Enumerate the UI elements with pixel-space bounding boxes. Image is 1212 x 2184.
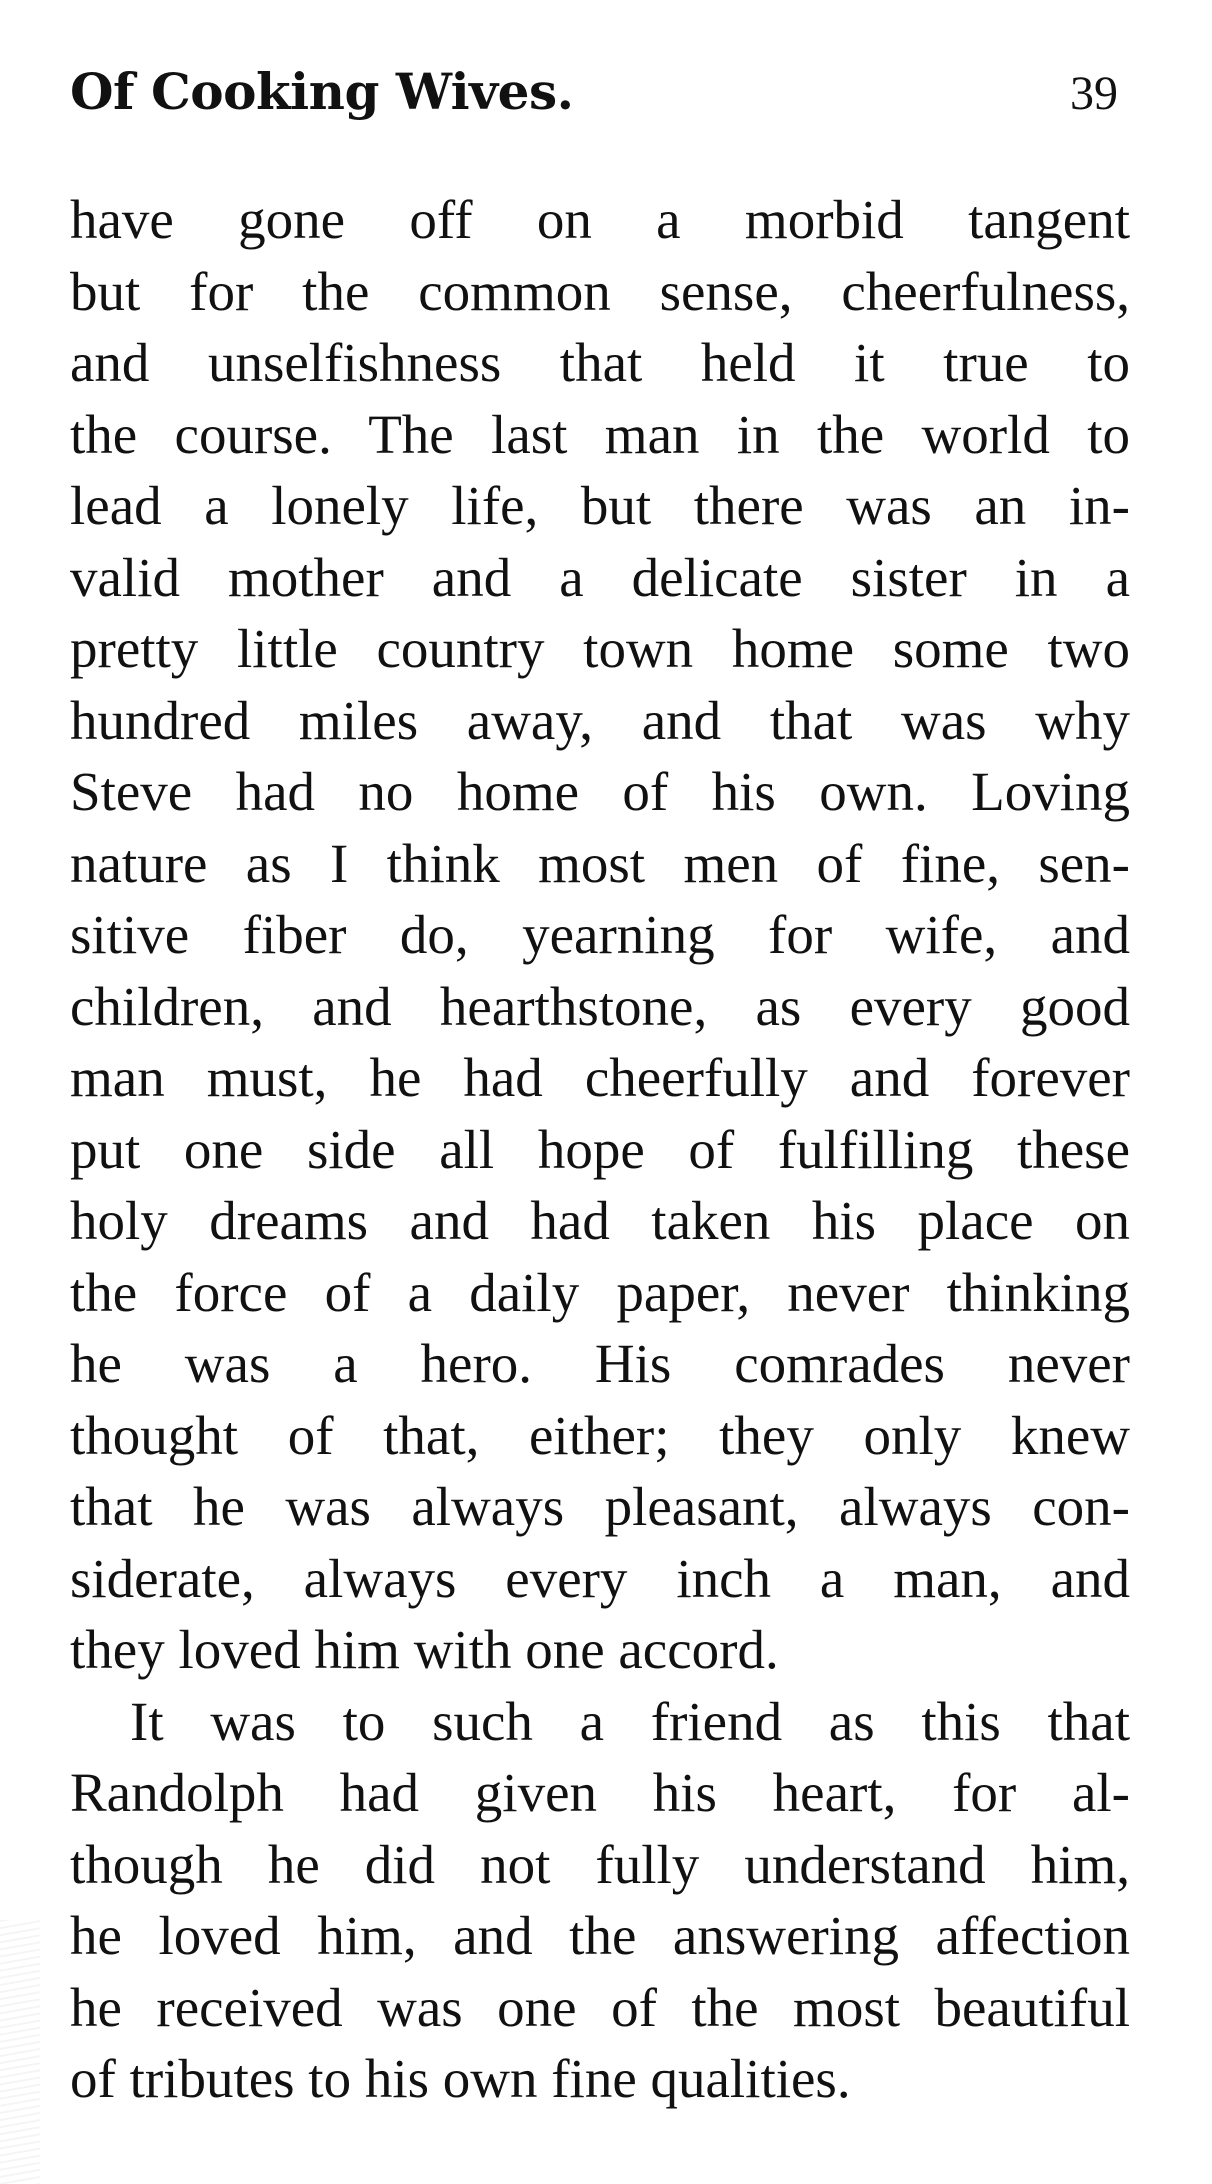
- text-line: they loved him with one accord.: [70, 1619, 779, 1680]
- text-line: man must, he had cheerfully and forever: [70, 1047, 1130, 1108]
- text-line: hundred miles away, and that was why: [70, 689, 1130, 751]
- text-line: holy dreams and had taken his place on: [70, 1190, 1130, 1251]
- text-line: but for the common sense, cheerfulness,: [70, 260, 1130, 322]
- text-line: though he did not fully understand him,: [70, 1833, 1130, 1895]
- text-line: children, and hearthstone, as every good: [70, 975, 1130, 1037]
- paragraph-2: [70, 1686, 1130, 2115]
- text-line: he was a hero. His comrades never: [70, 1333, 1130, 1394]
- text-line: It was to such a friend as this that: [130, 1690, 1130, 1752]
- text-line: siderate, always every inch a man, and: [70, 1547, 1130, 1609]
- text-line: Steve had no home of his own. Loving: [70, 761, 1130, 822]
- text-line: valid mother and a delicate sister in a: [70, 546, 1130, 608]
- body-text: [70, 184, 1130, 2115]
- text-line: and unselfishness that held it true to: [70, 332, 1130, 393]
- text-line: of tributes to his own fine qualities.: [70, 2048, 851, 2109]
- text-line: Randolph had given his heart, for al-: [70, 1762, 1130, 1823]
- text-line: that he was always pleasant, always con-: [70, 1476, 1130, 1537]
- text-line: sitive fiber do, yearning for wife, and: [70, 904, 1130, 965]
- running-head: [70, 62, 1130, 132]
- text-line: put one side all hope of fulfilling these: [70, 1118, 1130, 1180]
- text-line: the force of a daily paper, never thinking: [70, 1261, 1130, 1323]
- text-line: pretty little country town home some two: [70, 618, 1130, 679]
- paragraph-1: [70, 184, 1130, 1686]
- page-number: 39: [1070, 67, 1118, 120]
- chapter-title: Of Cooking Wives.: [70, 62, 574, 121]
- text-line: nature as I think most men of fine, sen-: [70, 832, 1130, 894]
- text-line: he loved him, and the answering affection: [70, 1905, 1130, 1966]
- paper-speckle: [0, 1920, 40, 2184]
- text-line: he received was one of the most beautiful: [70, 1976, 1130, 2038]
- text-line: have gone off on a morbid tangent: [70, 189, 1130, 250]
- text-line: lead a lonely life, but there was an in-: [70, 475, 1130, 536]
- text-line: the course. The last man in the world to: [70, 403, 1130, 465]
- text-line: thought of that, either; they only knew: [70, 1404, 1130, 1466]
